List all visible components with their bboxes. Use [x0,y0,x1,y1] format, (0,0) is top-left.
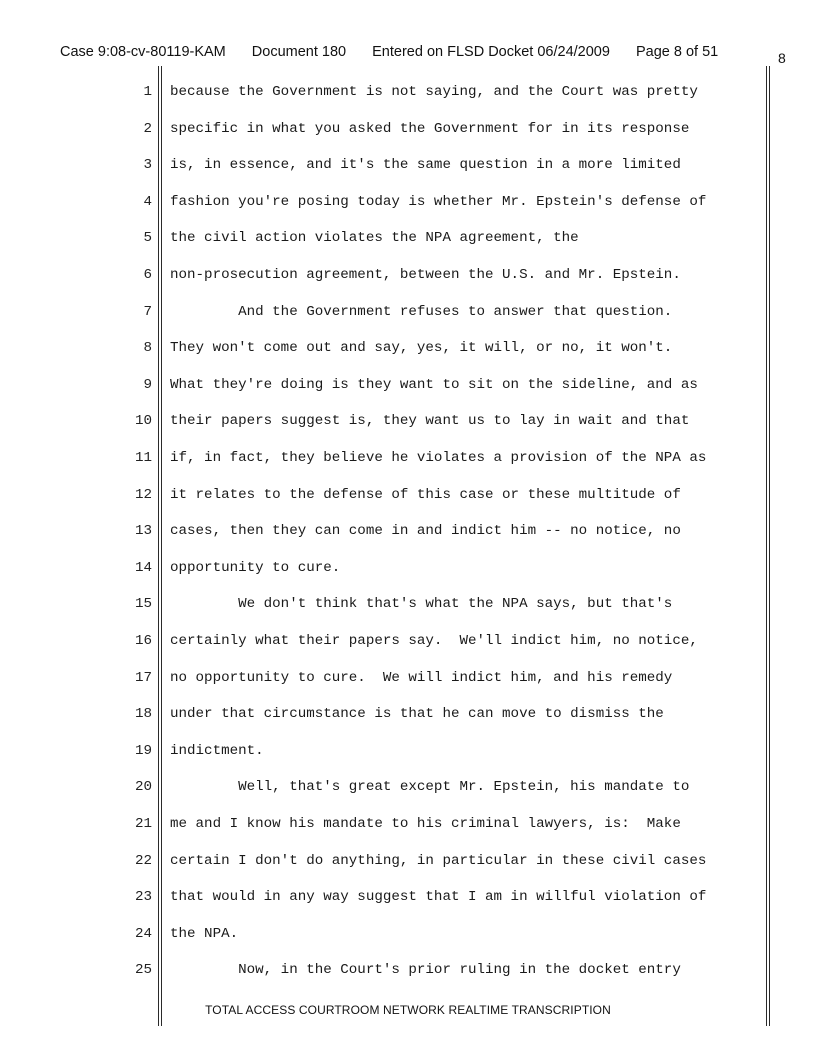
transcript-line [0,594,816,614]
line-number: 4 [143,193,152,210]
line-number: 13 [134,523,152,540]
line-text: certainly what their papers say. We'll indict him, no notice, [170,633,698,649]
transcript-line [0,668,816,688]
line-number: 8 [143,340,152,357]
transcript-line [0,192,816,212]
transcript-line [0,704,816,724]
transcript-line [0,338,816,358]
line-text: non-prosecution agreement, between the U.S. and Mr. Epstein. [170,267,681,283]
document-number: Document 180 [251,44,347,60]
transcript-line [0,411,816,431]
transcript-line [0,448,816,468]
transcript-line [0,924,816,944]
line-number: 20 [134,779,152,796]
line-number: 7 [143,303,152,320]
line-text: the NPA. [170,925,239,942]
line-number: 3 [143,157,152,174]
line-text: under that circumstance is that he can move to dismiss the [170,706,664,723]
transcript-line [0,814,816,834]
line-text: if, in fact, they believe he violates a provision of the NPA as [170,450,707,466]
transcript-line [0,558,816,578]
line-text: is, in essence, and it's the same question in a more limited [170,157,681,174]
line-number: 19 [134,742,152,759]
transcript-page-number: 8 [778,50,786,66]
line-text: What they're doing is they want to sit on the sideline, and as [170,376,698,393]
transcript-line [0,631,816,651]
line-text: cases, then they can come in and indict him -- no notice, no [170,523,681,540]
line-number: 21 [134,816,152,832]
line-text: indictment. [170,742,264,759]
line-text: because the Government is not saying, and the Court was pretty [170,84,698,100]
line-text: that would in any way suggest that I am in willful violation of [170,889,707,906]
line-text: specific in what you asked the Government for in its response [170,120,690,137]
line-number: 22 [134,852,152,869]
line-number: 18 [134,706,152,723]
transcript-line [0,777,816,797]
line-text: it relates to the defense of this case or these multitude of [170,486,681,503]
docket-header [60,44,760,60]
line-text: Now, in the Court's prior ruling in the docket entry [170,962,681,979]
transcript-line [0,119,816,139]
transcript-line [0,960,816,980]
transcript-line [0,521,816,541]
line-number: 16 [134,633,152,649]
line-text: We don't think that's what the NPA says, but that's [170,596,673,613]
entered-date: Entered on FLSD Docket 06/24/2009 [372,44,610,60]
line-number: 17 [134,669,152,686]
line-number: 14 [134,559,152,576]
line-text: certain I don't do anything, in particular in these civil cases [170,852,707,869]
transcript-line [0,302,816,322]
line-number: 25 [134,962,152,979]
line-text: fashion you're posing today is whether Mr. Epstein's defense of [170,193,707,210]
transcript-line [0,741,816,761]
line-number: 1 [143,84,152,100]
page-indicator: Page 8 of 51 [635,44,719,60]
transcript-line [0,485,816,505]
line-text: me and I know his mandate to his criminal lawyers, is: Make [170,816,681,832]
line-number: 23 [134,889,152,906]
line-text: And the Government refuses to answer that question. [170,303,673,320]
line-text: the civil action violates the NPA agreement, the [170,230,579,247]
line-number: 6 [143,267,152,283]
line-text: no opportunity to cure. We will indict him, and his remedy [170,669,673,686]
line-text: Well, that's great except Mr. Epstein, his mandate to [170,779,690,796]
line-number: 11 [134,450,152,466]
line-text: They won't come out and say, yes, it will, or no, it won't. [170,340,673,357]
line-number: 24 [134,925,152,942]
line-number: 9 [143,376,152,393]
transcript-line [0,82,816,102]
transcript-line [0,851,816,871]
line-number: 5 [143,230,152,247]
transcript-line [0,375,816,395]
transcript-line [0,155,816,175]
line-text: their papers suggest is, they want us to lay in wait and that [170,413,690,430]
line-number: 10 [134,413,152,430]
transcript-line [0,265,816,285]
transcript-line [0,228,816,248]
line-text: opportunity to cure. [170,559,341,576]
line-number: 2 [143,120,152,137]
line-number: 15 [134,596,152,613]
case-number: Case 9:08-cv-80119-KAM [60,44,226,60]
line-number: 12 [134,486,152,503]
transcription-footer: TOTAL ACCESS COURTROOM NETWORK REALTIME TRANSCRIPTION [205,1003,611,1017]
transcript-line [0,887,816,907]
